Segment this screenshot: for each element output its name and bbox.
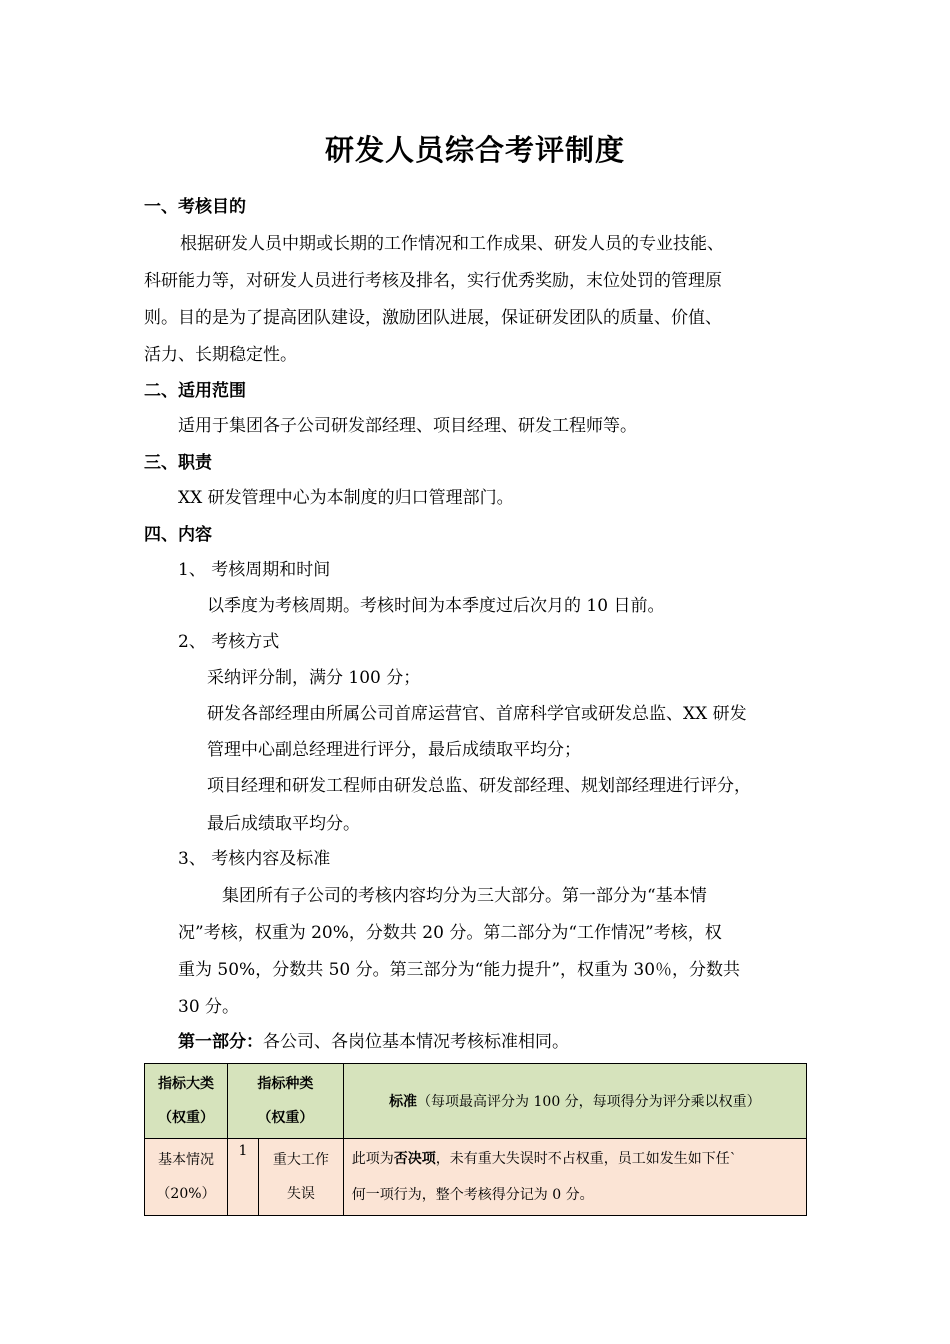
- table-row: [145, 1139, 807, 1216]
- paragraph-line: 最后成绩取平均分。: [207, 814, 360, 834]
- paragraph-line: 重为 50%，分数共 50 分。第三部分为“能力提升”，权重为 30％，分数共: [178, 960, 741, 980]
- paragraph-line: 活力、长期稳定性。: [144, 345, 297, 365]
- section-heading-content: 四、内容: [144, 525, 212, 545]
- section-heading-scope: 二、适用范围: [144, 381, 246, 401]
- header-standard-label: 标准: [389, 1094, 418, 1110]
- row-standard-line1: [352, 1141, 800, 1177]
- part1-label: 第一部分：: [178, 1032, 263, 1052]
- paragraph-line: 集团所有子公司的考核内容均分为三大部分。第一部分为“基本情: [222, 886, 707, 906]
- header-kind-label: 指标种类: [257, 1076, 314, 1092]
- paragraph-line: 采纳评分制，满分 100 分；: [207, 668, 421, 688]
- header-kind-weight: （权重）: [257, 1110, 314, 1126]
- item-label-standards: 3、 考核内容及标准: [178, 849, 331, 869]
- row-category-weight: （20%）: [156, 1186, 216, 1202]
- paragraph-line: 况”考核，权重为 20%，分数共 20 分。第二部分为“工作情况”考核，权: [178, 923, 722, 943]
- row-number: 1: [227, 1139, 258, 1216]
- std-veto-label: 否决项: [393, 1151, 436, 1167]
- paragraph-line: 30 分。: [178, 997, 240, 1017]
- paragraph-line: 管理中心副总经理进行评分，最后成绩取平均分；: [207, 740, 581, 760]
- row-kind-line1: 重大工作: [272, 1152, 329, 1168]
- row-category: [145, 1139, 228, 1216]
- row-category-name: 基本情况: [157, 1152, 214, 1168]
- paragraph-line: 科研能力等，对研发人员进行考核及排名，实行优秀奖励，末位处罚的管理原: [144, 271, 722, 291]
- paragraph-line: 根据研发人员中期或长期的工作情况和工作成果、研发人员的专业技能、: [180, 234, 724, 254]
- item-label-method: 2、 考核方式: [178, 632, 280, 652]
- row-standard-line2: 何一项行为，整个考核得分记为 0 分。: [351, 1187, 594, 1203]
- paragraph-line: XX 研发管理中心为本制度的归口管理部门。: [178, 488, 514, 508]
- paragraph-line: 研发各部经理由所属公司首席运营官、首席科学官或研发总监、XX 研发: [207, 704, 747, 724]
- part1-intro: [178, 1030, 569, 1054]
- paragraph-line: 适用于集团各子公司研发部经理、项目经理、研发工程师等。: [178, 416, 637, 436]
- std-text-b: ，未有重大失误时不占权重，员工如发生如下任`: [435, 1151, 737, 1167]
- header-category: [145, 1064, 228, 1139]
- table-header-row: [145, 1064, 807, 1139]
- header-standard-note: （每项最高评分为 100 分，每项得分为评分乘以权重）: [417, 1094, 761, 1110]
- item-label-cycle: 1、 考核周期和时间: [178, 560, 331, 580]
- row-standard: [343, 1139, 806, 1216]
- header-standard: [343, 1064, 806, 1139]
- section-heading-duties: 三、职责: [144, 453, 212, 473]
- section-heading-purpose: 一、考核目的: [144, 197, 246, 217]
- row-kind-line2: 失误: [286, 1186, 315, 1202]
- document-title: 研发人员综合考评制度: [324, 133, 625, 167]
- header-category-label: 指标大类: [157, 1076, 214, 1092]
- part1-text: 各公司、各岗位基本情况考核标准相同。: [263, 1032, 569, 1052]
- assessment-table: [144, 1063, 807, 1216]
- header-category-weight: （权重）: [157, 1110, 214, 1126]
- header-kind: [227, 1064, 343, 1139]
- paragraph-line: 则。目的是为了提高团队建设，激励团队进展，保证研发团队的质量、价值、: [144, 308, 722, 328]
- paragraph-line: 以季度为考核周期。考核时间为本季度过后次月的 10 日前。: [207, 596, 665, 616]
- std-text-a: 此项为: [351, 1151, 394, 1167]
- row-kind: [258, 1139, 343, 1216]
- paragraph-line: 项目经理和研发工程师由研发总监、研发部经理、规划部经理进行评分，: [207, 776, 751, 796]
